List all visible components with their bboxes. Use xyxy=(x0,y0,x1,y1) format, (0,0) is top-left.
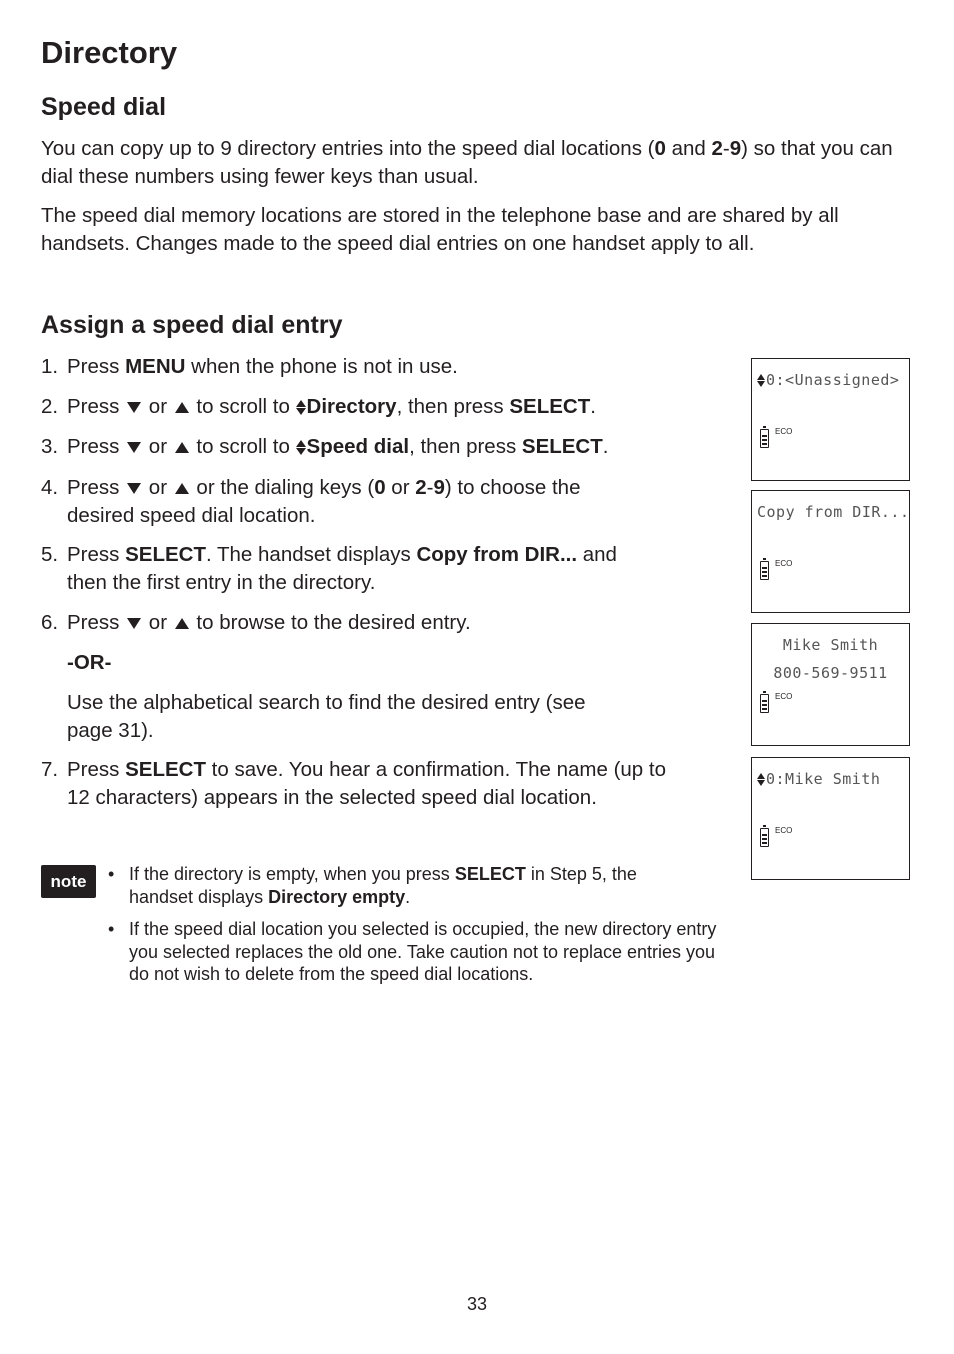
section-title: Directory xyxy=(41,35,178,70)
step-2: 2. Press or to scroll to Directory, then press SELECT. xyxy=(41,395,596,418)
up-down-arrow-icon xyxy=(757,374,765,387)
speed-dial-shared-info: The speed dial memory locations are stored in the telephone base and are shared by all handsets. Changes made to the speed dial entries on one handset apply to all. xyxy=(41,204,839,255)
note-badge: note xyxy=(41,865,96,898)
up-down-arrow-icon xyxy=(296,400,306,415)
lcd-screen-unassigned: 0:<Unassigned> ECO xyxy=(751,358,910,481)
down-arrow-icon xyxy=(127,483,141,494)
up-arrow-icon xyxy=(175,402,189,413)
lcd-screen-copy-from-dir: Copy from DIR... ECO xyxy=(751,490,910,613)
speed-dial-heading: Speed dial xyxy=(41,93,167,121)
up-down-arrow-icon xyxy=(757,773,765,786)
step-4: 4. Press or or the dialing keys (0 or 2-9) to choose the desired speed dial location. xyxy=(41,476,581,527)
speed-dial-intro: You can copy up to 9 directory entries into the speed dial locations (0 and 2-9) so that you can dial these numbers using fewer keys than usual. xyxy=(41,137,893,188)
step-5: 5. Press SELECT. The handset displays Copy from DIR... and then the first entry in the directory. xyxy=(41,543,617,594)
assign-heading: Assign a speed dial entry xyxy=(41,311,343,339)
eco-indicator: ECO xyxy=(775,826,793,835)
down-arrow-icon xyxy=(127,442,141,453)
step-6: 6. Press or to browse to the desired entry. xyxy=(41,611,471,634)
step-3: 3. Press or to scroll to Speed dial, then press SELECT. xyxy=(41,435,609,458)
eco-indicator: ECO xyxy=(775,692,793,701)
page-number: 33 xyxy=(466,1294,488,1314)
up-arrow-icon xyxy=(175,483,189,494)
eco-indicator: ECO xyxy=(775,427,793,436)
lcd-screen-saved: 0:Mike Smith ECO xyxy=(751,757,910,880)
battery-icon xyxy=(760,429,769,448)
note-bullet-2: • If the speed dial location you selected is occupied, the new directory entry you selected replaces the old one. Take caution not to replace entries you do not wish to delete from the speed dial locations. xyxy=(108,919,717,984)
battery-icon xyxy=(760,828,769,847)
down-arrow-icon xyxy=(127,402,141,413)
eco-indicator: ECO xyxy=(775,559,793,568)
up-arrow-icon xyxy=(175,442,189,453)
battery-icon xyxy=(760,694,769,713)
or-divider: -OR- xyxy=(67,651,112,674)
step-1: 1. Press MENU when the phone is not in use. xyxy=(41,355,458,378)
up-down-arrow-icon xyxy=(296,440,306,455)
up-arrow-icon xyxy=(175,618,189,629)
down-arrow-icon xyxy=(127,618,141,629)
lcd-screen-entry: Mike Smith 800-569-9511 ECO xyxy=(751,623,910,746)
alternative-search: Use the alphabetical search to find the desired entry (see page 31). xyxy=(67,691,586,742)
step-7: 7. Press SELECT to save. You hear a confirmation. The name (up to 12 characters) appears in the selected speed dial location. xyxy=(41,758,667,809)
battery-icon xyxy=(760,561,769,580)
note-bullet-1: • If the directory is empty, when you press SELECT in Step 5, the handset displays Directory empty. xyxy=(108,864,637,907)
